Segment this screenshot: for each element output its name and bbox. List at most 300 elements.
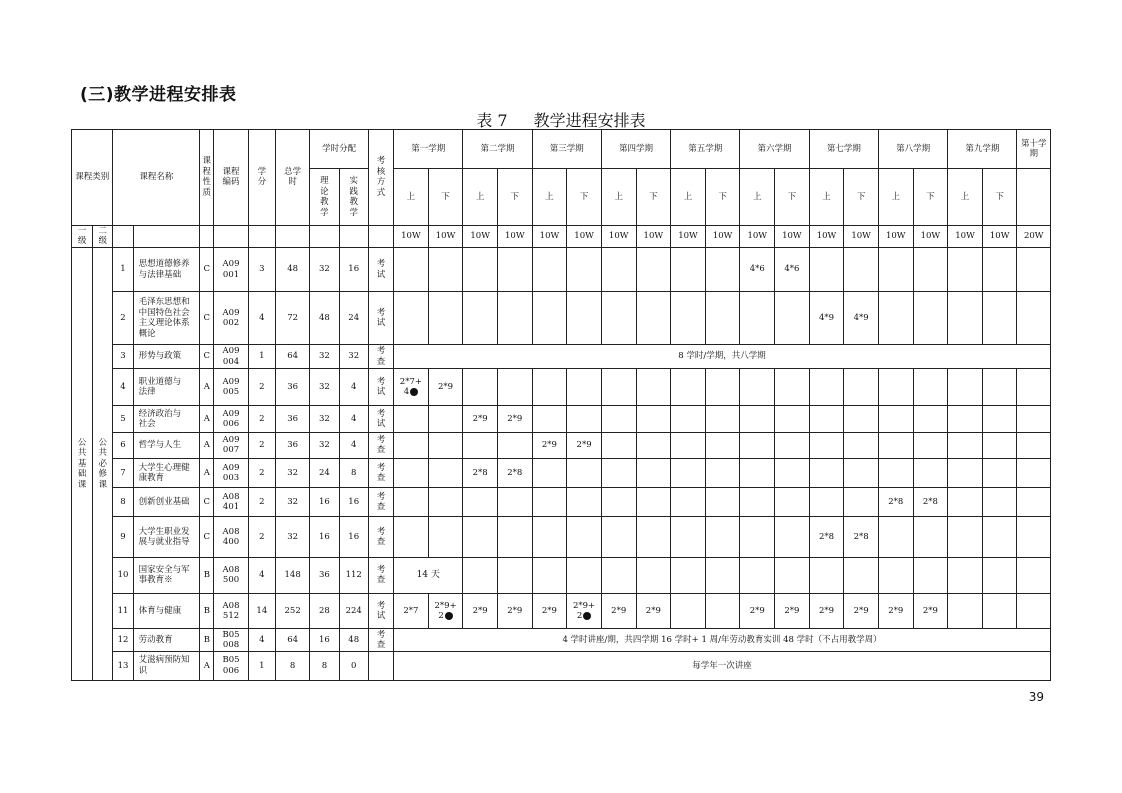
semester-cell: 4*6 [775,248,810,292]
semester-cell [567,248,602,292]
header-total-hours: 总学 时 [275,130,309,226]
theory-hours: 48 [310,292,339,344]
semester-cell [878,292,913,344]
practice-hours: 8 [339,458,368,487]
blank-cell [113,225,133,247]
course-nature: C [200,517,214,557]
week-cell: 10W [636,225,671,247]
practice-hours: 4 [339,432,368,458]
course-code: A08 400 [214,517,248,557]
course-code: A09 004 [214,344,248,368]
header-row-1 [72,130,1051,169]
semester-cell [948,594,983,629]
semester-cell [982,292,1017,344]
semester-cell [740,292,775,344]
blank-cell [200,225,214,247]
header-level-1: 一 级 [72,225,93,247]
semester-cell: 2*9+ 2 [428,594,463,629]
semester-cell: 2*9 [567,432,602,458]
semester-cell [463,369,498,406]
course-nature: C [200,488,214,517]
row-number: 8 [113,488,133,517]
header-category: 课程类别 [72,130,113,226]
semester-cell [844,406,879,432]
semester-cell [497,248,532,292]
course-nature: C [200,292,214,344]
semester-cell [740,406,775,432]
semester-cell [394,248,429,292]
header-semester-6: 第六学期 [740,130,809,169]
semester-span-note: 每学年一次讲座 [394,651,1051,680]
course-code: B05 008 [214,629,248,651]
semester-cell [463,517,498,557]
header-half-up: 上 [809,169,844,226]
semester-cell [740,432,775,458]
practice-hours: 32 [339,344,368,368]
credit: 1 [248,344,275,368]
semester-span-note: 8 学时/学期，共八学期 [394,344,1051,368]
row-number: 11 [113,594,133,629]
semester-cell-tenth [1017,406,1051,432]
semester-cell [428,248,463,292]
course-name: 哲学与人生 [133,432,200,458]
semester-cell [463,488,498,517]
semester-cell [532,557,567,593]
row-number: 7 [113,458,133,487]
blank-cell [214,225,248,247]
course-code: A08 401 [214,488,248,517]
practice-hours: 4 [339,369,368,406]
credit: 4 [248,629,275,651]
total-hours: 36 [275,406,309,432]
practice-hours: 224 [339,594,368,629]
header-level-2: 二 级 [93,225,113,247]
semester-cell [982,594,1017,629]
category-level-2: 公 共 必 修 课 [93,248,113,681]
practice-hours: 0 [339,651,368,680]
table-row [72,248,1051,292]
header-half-up: 上 [878,169,913,226]
total-hours: 64 [275,344,309,368]
semester-cell: 2*9 [497,406,532,432]
header-half-up: 上 [601,169,636,226]
semester-cell: 2*8 [878,488,913,517]
semester-cell [878,458,913,487]
semester-cell [844,488,879,517]
semester-cell [394,406,429,432]
semester-cell [497,557,532,593]
practice-hours: 48 [339,629,368,651]
semester-cell [497,488,532,517]
semester-cell [532,517,567,557]
course-nature: C [200,344,214,368]
header-semester-1: 第一学期 [394,130,463,169]
credit: 1 [248,651,275,680]
exam-method: 考 试 [368,248,393,292]
credit: 2 [248,517,275,557]
header-half-down: 下 [497,169,532,226]
semester-cell [567,406,602,432]
header-name: 课程名称 [113,130,200,226]
semester-cell [982,406,1017,432]
header-theory: 理 论 教 学 [310,169,339,226]
credit: 2 [248,432,275,458]
semester-cell [844,432,879,458]
practice-hours: 16 [339,248,368,292]
table-row [72,557,1051,593]
total-hours: 148 [275,557,309,593]
semester-cell [428,458,463,487]
semester-cell-tenth [1017,292,1051,344]
course-code: A08 512 [214,594,248,629]
semester-cell [532,458,567,487]
header-half-up: 上 [671,169,706,226]
week-cell: 10W [844,225,879,247]
header-half-up: 上 [532,169,567,226]
semester-cell: 2*9 [913,594,948,629]
header-exam: 考 核 方 式 [368,130,393,226]
semester-cell: 2*9 [532,432,567,458]
exam-method: 考 查 [368,344,393,368]
course-nature: A [200,432,214,458]
semester-cell [740,557,775,593]
row-number: 2 [113,292,133,344]
credit: 2 [248,488,275,517]
semester-cell [705,292,740,344]
semester-cell [809,488,844,517]
semester-cell [394,458,429,487]
semester-cell [636,292,671,344]
theory-hours: 16 [310,629,339,651]
semester-cell [775,557,810,593]
semester-cell [705,432,740,458]
marker-dot [410,388,418,396]
table-row [72,651,1051,680]
semester-cell [567,292,602,344]
course-name: 大学生心理健 康教育 [133,458,200,487]
semester-cell [394,432,429,458]
semester-cell [394,488,429,517]
blank-cell [339,225,368,247]
semester-cell: 2*8 [913,488,948,517]
header-semester-10: 第十学 期 [1017,130,1051,169]
course-code: A09 001 [214,248,248,292]
semester-cell [705,517,740,557]
blank-cell [275,225,309,247]
semester-cell [913,458,948,487]
semester-cell-tenth [1017,517,1051,557]
row-number: 3 [113,344,133,368]
week-cell: 10W [705,225,740,247]
exam-method: 考 查 [368,488,393,517]
semester-cell [948,458,983,487]
exam-method: 考 试 [368,406,393,432]
theory-hours: 32 [310,248,339,292]
semester-cell [532,248,567,292]
blank-cell [248,225,275,247]
header-half-down: 下 [844,169,879,226]
semester-cell [601,557,636,593]
semester-cell: 2*8 [497,458,532,487]
course-nature: B [200,629,214,651]
semester-cell [809,248,844,292]
semester-cell-tenth [1017,557,1051,593]
category-level-1: 公 共 基 础 课 [72,248,93,681]
total-hours: 36 [275,369,309,406]
table-caption [0,108,1122,131]
semester-cell [636,488,671,517]
semester-cell [567,458,602,487]
header-nature: 课 程 性 质 [200,130,214,226]
semester-cell [982,458,1017,487]
semester-cell [878,248,913,292]
semester-cell [705,594,740,629]
semester-cell [601,292,636,344]
semester-cell: 2*8 [809,517,844,557]
row-number: 4 [113,369,133,406]
semester-cell [948,369,983,406]
semester-cell [428,406,463,432]
total-hours: 72 [275,292,309,344]
course-name: 大学生职业发 展与就业指导 [133,517,200,557]
semester-cell [844,248,879,292]
semester-cell [809,406,844,432]
semester-cell [913,432,948,458]
semester-cell [844,458,879,487]
semester-cell [982,557,1017,593]
theory-hours: 32 [310,369,339,406]
table-row [72,517,1051,557]
semester-cell [740,517,775,557]
exam-method: 考 试 [368,594,393,629]
semester-cell [394,517,429,557]
semester-cell [497,432,532,458]
semester-cell [636,557,671,593]
semester-cell [567,517,602,557]
semester-cell-tenth [1017,432,1051,458]
total-hours: 8 [275,651,309,680]
blank-cell [133,225,200,247]
semester-cell [601,248,636,292]
credit: 2 [248,406,275,432]
semester-cell: 4*9 [809,292,844,344]
semester-cell [428,432,463,458]
semester-cell [601,406,636,432]
semester-cell [878,517,913,557]
total-hours: 36 [275,432,309,458]
semester-cell [601,432,636,458]
semester-cell [636,432,671,458]
week-cell: 10W [671,225,706,247]
header-semester-7: 第七学期 [809,130,878,169]
course-name: 职业道德与 法律 [133,369,200,406]
exam-method [368,651,393,680]
semester-cell [636,369,671,406]
course-name: 国家安全与军 事教育※ [133,557,200,593]
semester-cell: 2*9 [532,594,567,629]
semester-cell [671,517,706,557]
table-row [72,594,1051,629]
header-practice: 实 践 教 学 [339,169,368,226]
semester-cell: 2*9 [878,594,913,629]
semester-cell [394,292,429,344]
table-caption-label: 表 7 [476,111,508,130]
course-code: A09 002 [214,292,248,344]
header-hours-split: 学时分配 [310,130,369,169]
exam-method: 考 查 [368,432,393,458]
header-half-down: 下 [567,169,602,226]
semester-cell [705,406,740,432]
course-name: 思想道德修养 与法律基础 [133,248,200,292]
semester-cell: 2*9 [809,594,844,629]
semester-cell [878,557,913,593]
semester-cell [705,557,740,593]
practice-hours: 16 [339,488,368,517]
theory-hours: 36 [310,557,339,593]
practice-hours: 16 [339,517,368,557]
semester-cell [844,369,879,406]
exam-method: 考 查 [368,629,393,651]
row-number: 9 [113,517,133,557]
semester-cell: 2*9 [428,369,463,406]
header-semester-3: 第三学期 [532,130,601,169]
semester-cell [671,594,706,629]
header-semester-5: 第五学期 [671,130,740,169]
semester-cell [567,369,602,406]
week-cell: 10W [740,225,775,247]
credit: 2 [248,369,275,406]
semester-cell: 4*9 [844,292,879,344]
semester-cell [532,369,567,406]
table-row [72,629,1051,651]
semester-cell [913,248,948,292]
semester-cell [913,292,948,344]
table-row [72,432,1051,458]
semester-cell [636,458,671,487]
theory-hours: 32 [310,406,339,432]
semester-cell [740,369,775,406]
theory-hours: 32 [310,344,339,368]
semester-cell [428,488,463,517]
course-code: A09 005 [214,369,248,406]
semester-cell [775,292,810,344]
semester-cell [636,517,671,557]
semester-span-note: 4 学时讲座/期，共四学期 16 学时+ 1 周/年劳动教育实训 48 学时（不占用教学周） [394,629,1051,651]
semester-cell [740,488,775,517]
semester-cell [428,292,463,344]
semester-cell [532,292,567,344]
semester-cell: 2*9 [463,406,498,432]
semester-cell [948,292,983,344]
semester-cell [463,432,498,458]
semester-cell [532,488,567,517]
semester-cell: 2*9 [601,594,636,629]
credit: 2 [248,458,275,487]
semester-cell [913,557,948,593]
total-hours: 32 [275,458,309,487]
course-name: 艾滋病预防知 识 [133,651,200,680]
week-cell: 10W [567,225,602,247]
total-hours: 32 [275,517,309,557]
blank-cell [1017,169,1051,226]
semester-cell [601,488,636,517]
table-row [72,292,1051,344]
exam-method: 考 查 [368,458,393,487]
semester-cell: 2*9+ 2 [567,594,602,629]
semester-cell [532,406,567,432]
semester-cell [878,369,913,406]
week-cell: 10W [809,225,844,247]
semester-cell [775,517,810,557]
row-number: 6 [113,432,133,458]
semester-cell: 2*9 [463,594,498,629]
course-nature: C [200,248,214,292]
semester-cell [982,248,1017,292]
course-nature: A [200,369,214,406]
semester-cell-tenth [1017,248,1051,292]
course-name: 形势与政策 [133,344,200,368]
practice-hours: 4 [339,406,368,432]
header-half-down: 下 [982,169,1017,226]
week-cell: 10W [428,225,463,247]
blank-cell [368,225,393,247]
week-cell: 10W [601,225,636,247]
semester-cell [636,406,671,432]
semester-cell [705,248,740,292]
blank-cell [310,225,339,247]
header-half-down: 下 [636,169,671,226]
theory-hours: 16 [310,488,339,517]
semester-cell [809,557,844,593]
semester-cell-tenth [1017,369,1051,406]
semester-cell: 2*9 [775,594,810,629]
course-code: B05 006 [214,651,248,680]
course-nature: A [200,651,214,680]
semester-cell [844,557,879,593]
semester-cell-tenth [1017,488,1051,517]
exam-method: 考 试 [368,292,393,344]
table-row [72,458,1051,487]
semester-cell [671,369,706,406]
section-title: (三)教学进程安排表 [80,85,237,105]
page-number: 39 [1028,690,1044,704]
semester-cell [878,432,913,458]
semester-cell [636,248,671,292]
week-cell: 10W [948,225,983,247]
total-hours: 64 [275,629,309,651]
theory-hours: 32 [310,432,339,458]
total-hours: 32 [275,488,309,517]
header-half-down: 下 [705,169,740,226]
semester-cell [948,248,983,292]
credit: 3 [248,248,275,292]
semester-cell-tenth [1017,458,1051,487]
table-row [72,344,1051,368]
semester-cell [671,292,706,344]
total-hours: 48 [275,248,309,292]
semester-cell [567,488,602,517]
course-code: A09 006 [214,406,248,432]
semester-cell [982,488,1017,517]
semester-cell [567,557,602,593]
semester-cell [948,557,983,593]
header-half-up: 上 [394,169,429,226]
semester-cell [809,458,844,487]
course-code: A09 007 [214,432,248,458]
semester-cell: 2*8 [463,458,498,487]
course-nature: B [200,557,214,593]
header-semester-2: 第二学期 [463,130,532,169]
